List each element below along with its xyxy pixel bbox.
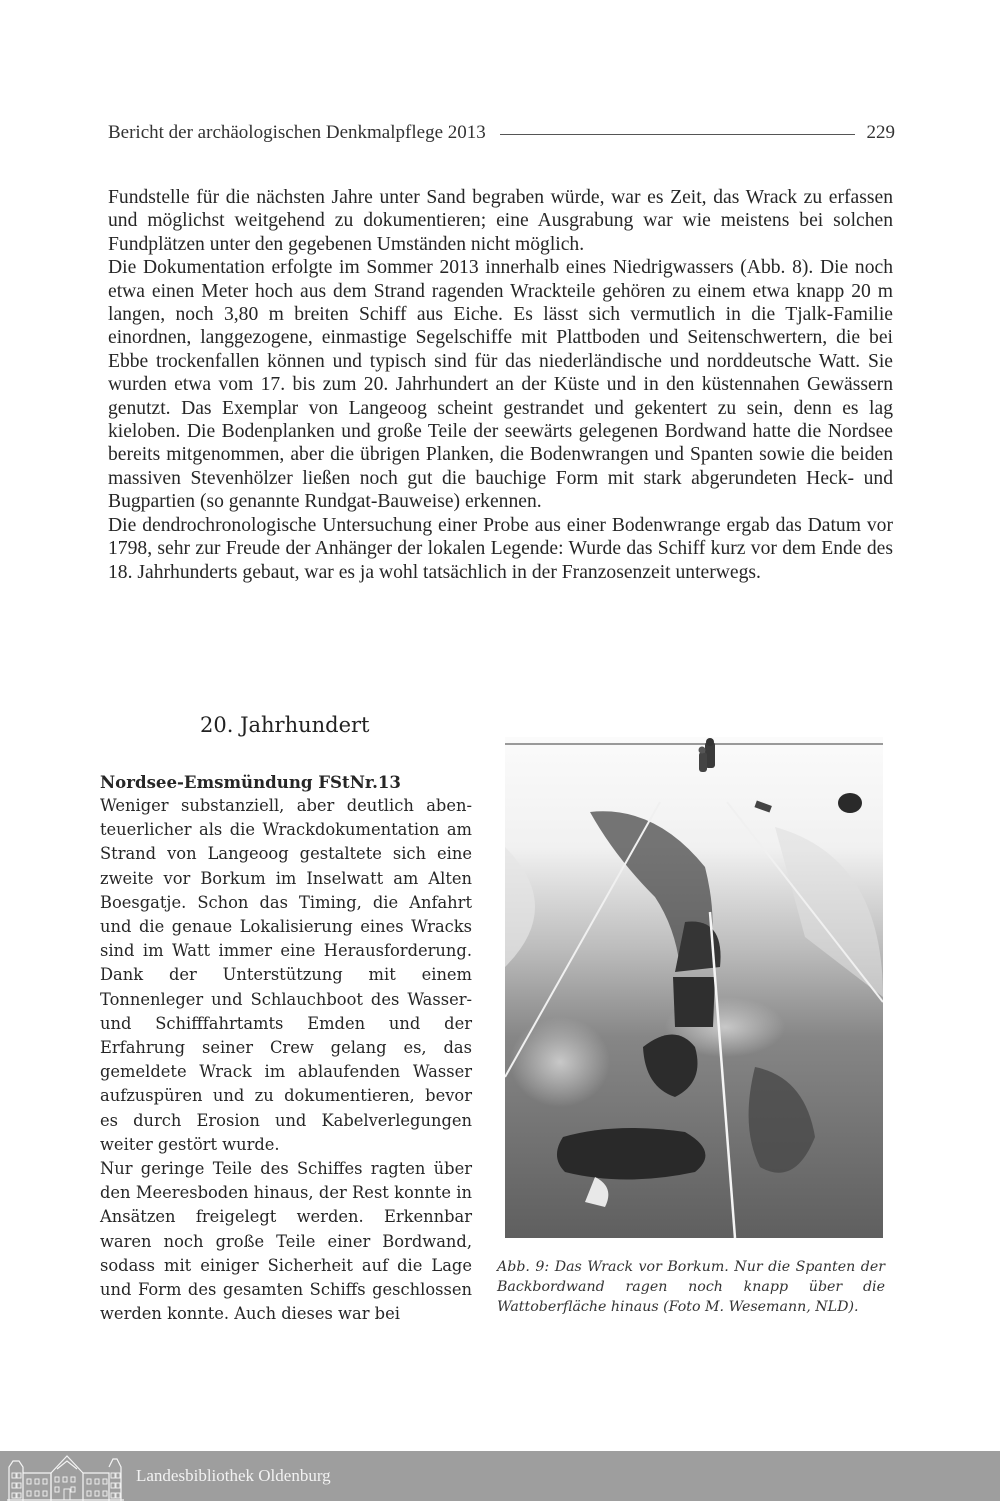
running-head: [108, 120, 895, 146]
running-title: Bericht der archäologischen Denkmalpflege 2013: [108, 122, 486, 143]
site-subheading: Nordsee-Emsmündung FStNr.13: [100, 772, 401, 792]
section-body: [100, 770, 472, 1326]
paragraph: Weniger substanziell, aber deutlich abenteuerlicher als die Wrackdokumentation am Strand von Langeoog gestaltete sich eine zweite vor Borkum im Inselwatt am Alten Boesgatje. Schon das Timing, die Anfahrt und die genaue Lokalisierung eines Wracks sind im Watt immer eine Herausforderung. Dank der Unterstützung mit einem Tonnenleger und Schlauchboot des Wasser- und Schifffahrtamts Emden und der Erfahrung seiner Crew gelang es, das gemeldete Wrack im ablaufenden Wasser aufzuspüren und zu dokumentieren, bevor es durch Erosion und Kabelverlegungen weiter gestört wurde.: [100, 796, 472, 1154]
footer-bar: [0, 1451, 1000, 1501]
header-rule: [500, 134, 855, 135]
paragraph: Die dendrochronologische Untersuchung einer Probe aus einer Bodenwrange ergab das Datum vor 1798, sehr zur Freude der Anhänger der lokalen Legende: Wurde das Schiff kurz vor dem Ende des 18. Jahrhunderts gebaut, war es ja wohl tatsächlich in der Franzosenzeit unterwegs.: [108, 514, 893, 583]
intro-text: [108, 186, 893, 584]
figure-caption: Abb. 9: Das Wrack vor Borkum. Nur die Spanten der Backbordwand ragen noch knapp über die Wattoberfläche hinaus (Foto M. Wesemann, NLD).: [497, 1259, 885, 1315]
wreck-photo: [505, 737, 883, 1238]
library-building-icon: [7, 1453, 124, 1501]
paragraph: Fundstelle für die nächsten Jahre unter Sand begraben würde, war es Zeit, das Wrack zu erfassen und möglichst weitgehend zu dokumentieren; eine Ausgrabung war wie meistens bei solchen Fundplätzen unter den gegebenen Umständen nicht möglich.: [108, 187, 893, 255]
paragraph: Die Dokumentation erfolgte im Sommer 2013 innerhalb eines Niedrigwassers (Abb. 8). Die noch etwa einen Meter hoch aus dem Strand ragenden Wrackteile gehören zu einem etwa knapp 20 m langen, noch 3,80 m breiten Schiff aus Eiche. Es lässt sich vermutlich in die Tjalk-Familie einordnen, langgezogene, einmastige Segelschiffe mit Plattboden und Seitenschwertern, die bei Ebbe trockenfallen können und typisch sind für das niederländische und norddeutsche Watt. Sie wurden etwa vom 17. bis zum 20. Jahrhundert an der Küste und in den küstennahen Gewässern genutzt. Das Exemplar von Langeoog scheint gestrandet und gekentert zu sein, denn es lag kieloben. Die Bodenplanken und große Teile der seewärts gelegenen Bordwand hatte die Nordsee bereits mitgenommen, aber die übrigen Planken, die Bodenwrangen und Spanten sowie die beiden massiven Stevenhölzer ließen noch gut die bauchige Form mit stark abgerundeten Heck- und Bugpartien (so genannte Rundgat-Bauweise) erkennen.: [108, 257, 893, 513]
paragraph: Nur geringe Teile des Schiffes ragten über den Meeresboden hinaus, der Rest konnte in Ansätzen freigelegt werden. Erkennbar waren noch große Teile einer Bordwand, sodass mit einiger Sicherheit auf die Lage und Form des gesamten Schiffs geschlossen werden konnte. Auch dieses war bei: [100, 1159, 472, 1324]
section-heading: 20. Jahrhundert: [200, 713, 370, 737]
wreck-photo-illustration: [505, 737, 883, 1238]
page-number: 229: [866, 122, 895, 143]
library-name: Landesbibliothek Oldenburg: [136, 1466, 331, 1485]
